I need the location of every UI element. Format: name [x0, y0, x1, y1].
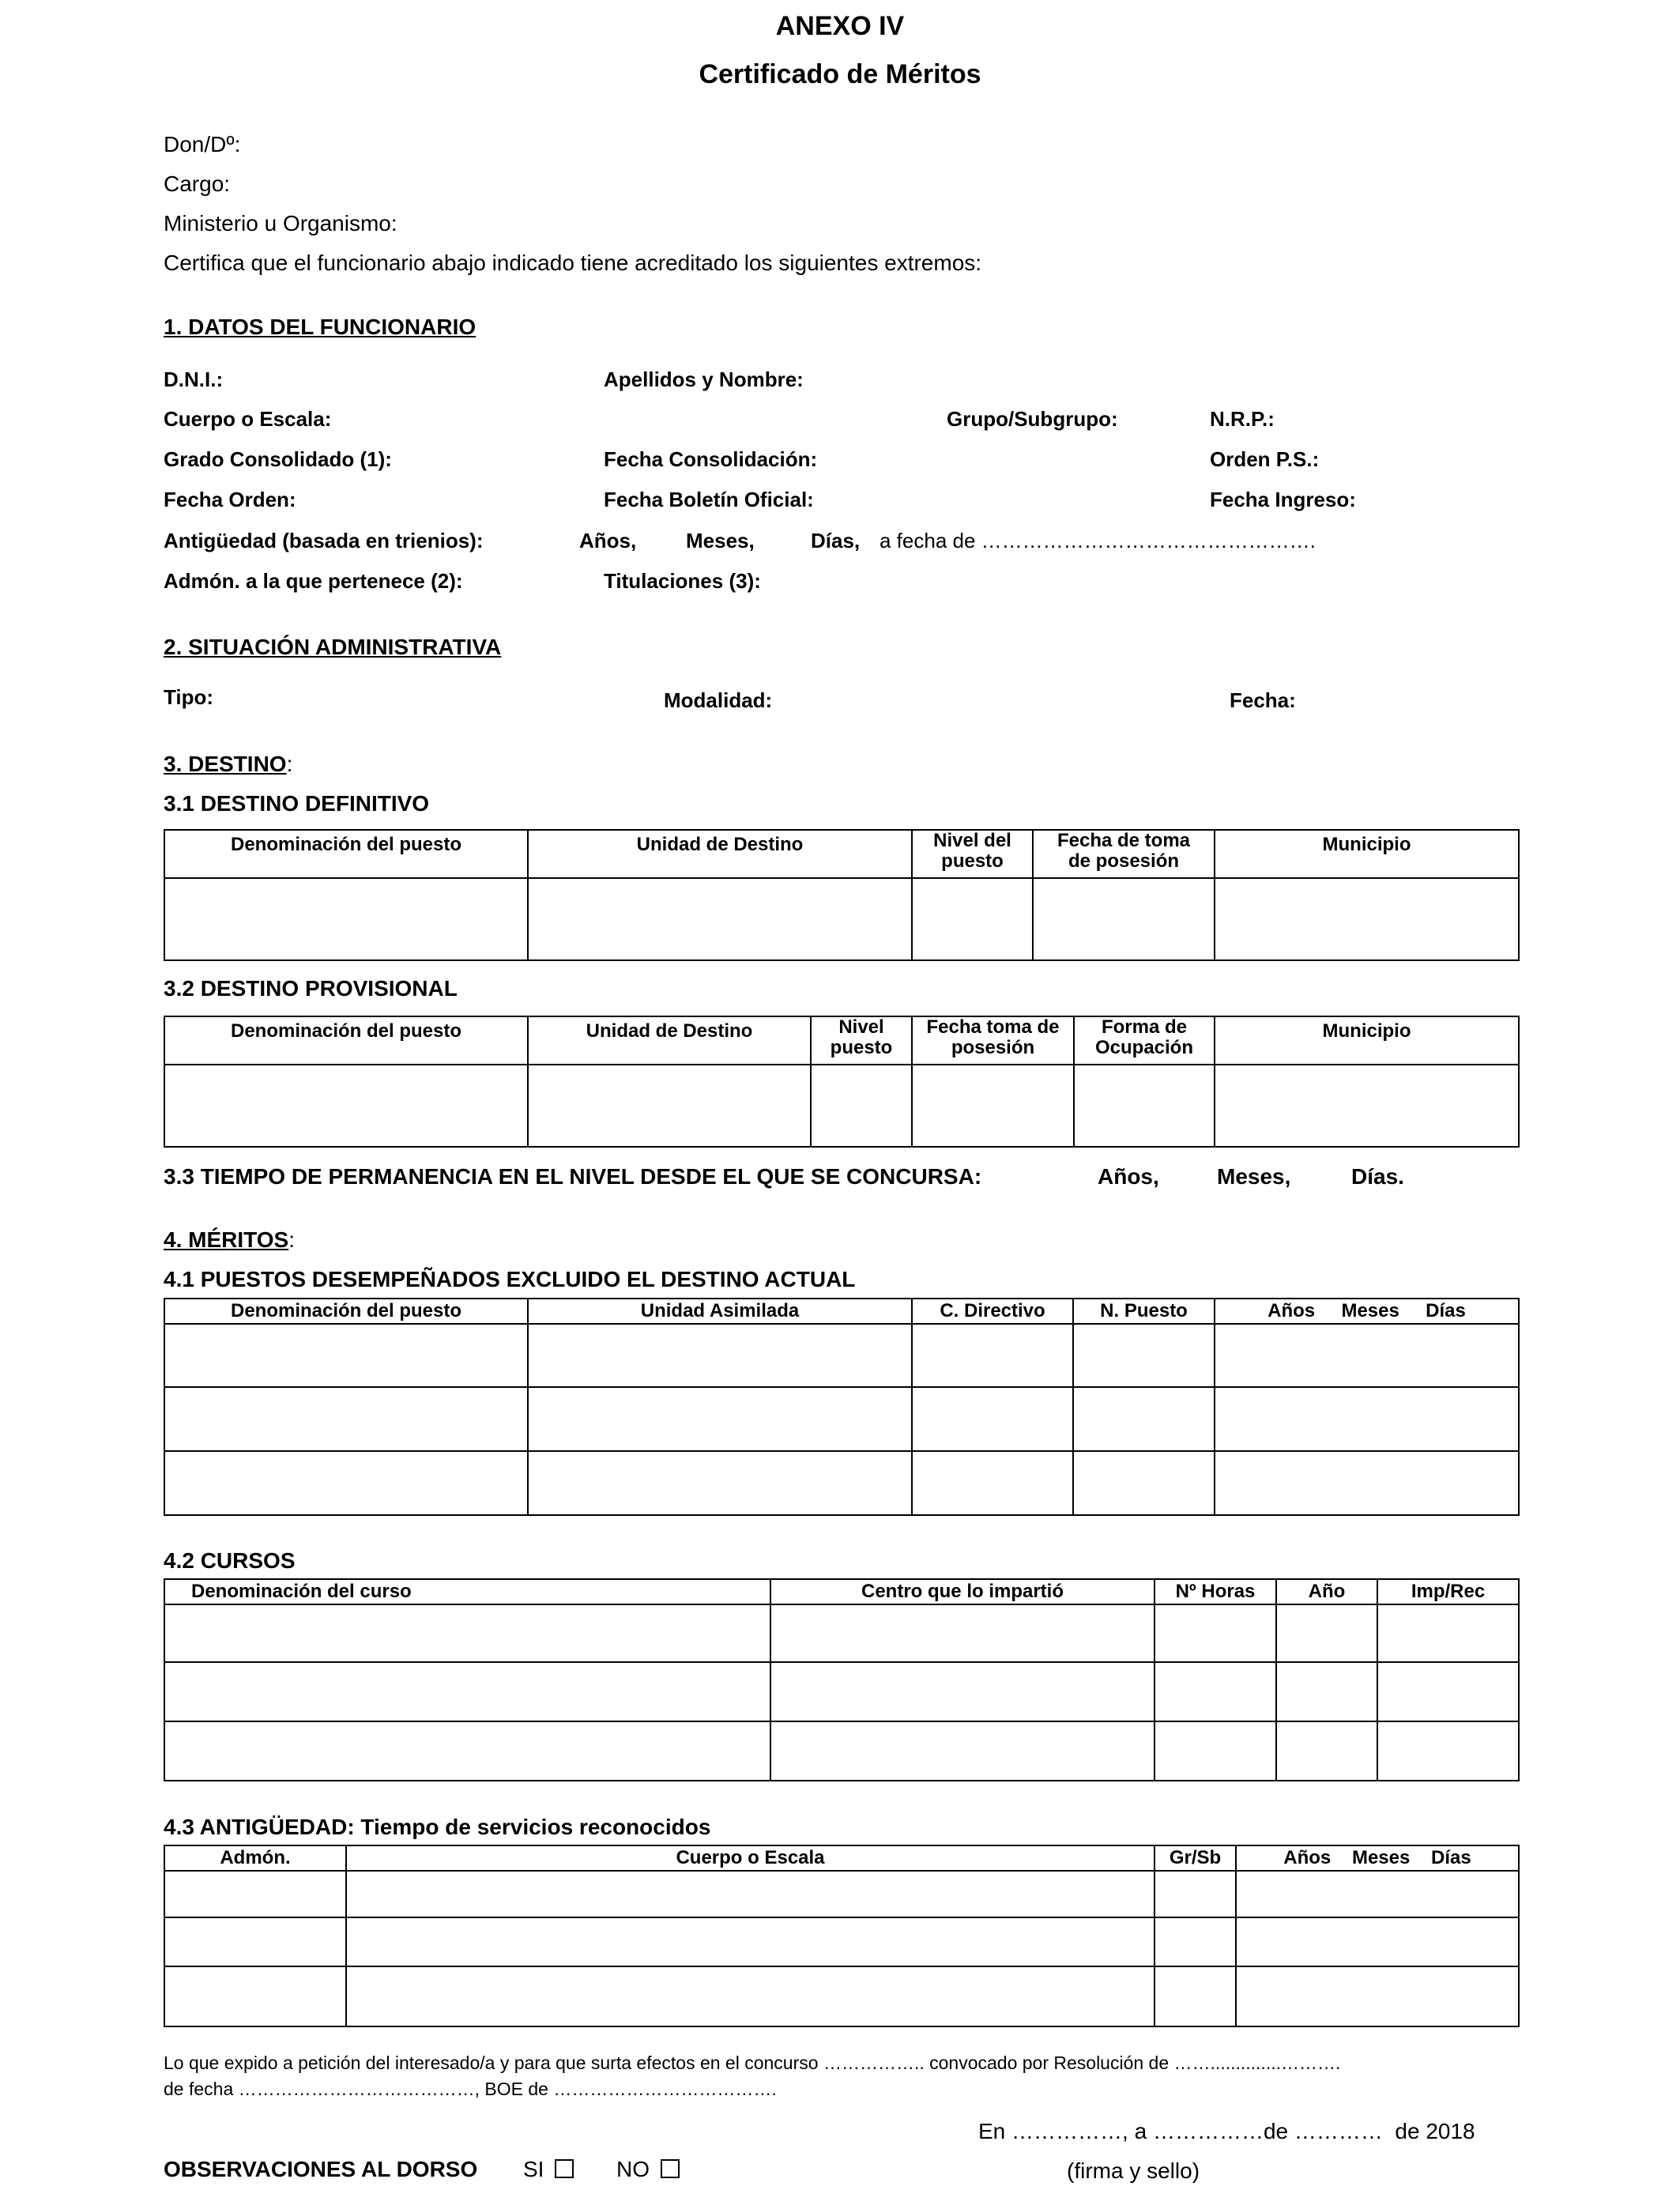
table-cell[interactable]	[1236, 1966, 1519, 2026]
certifica-text: Certifica que el funcionario abajo indicado tiene acreditado los siguientes extremos:	[164, 251, 982, 275]
column-header: Centro que lo impartió	[770, 1579, 1155, 1604]
table-cell[interactable]	[164, 1966, 346, 2026]
fecha-consolidacion-label: Fecha Consolidación:	[604, 447, 818, 471]
table-cell[interactable]	[770, 1604, 1155, 1662]
section-1-title: 1. DATOS DEL FUNCIONARIO	[164, 315, 477, 339]
cursos-table	[164, 1578, 1520, 1781]
table-cell[interactable]	[1155, 1917, 1236, 1966]
table-cell[interactable]	[1155, 1871, 1236, 1917]
no-option[interactable]	[616, 2158, 680, 2181]
table-cell[interactable]	[528, 878, 912, 960]
table-cell[interactable]	[1155, 1721, 1276, 1781]
column-header: Cuerpo o Escala	[346, 1845, 1155, 1871]
si-label: SI	[523, 2157, 544, 2181]
column-header: Denominación del puesto	[164, 1016, 528, 1065]
admon-label: Admón. a la que pertenece (2):	[164, 569, 463, 593]
table-cell[interactable]	[1155, 1662, 1276, 1721]
table-cell[interactable]	[1377, 1662, 1519, 1721]
fecha-ingreso-label: Fecha Ingreso:	[1210, 488, 1356, 511]
section-2-title: 2. SITUACIÓN ADMINISTRATIVA	[164, 635, 502, 659]
table-cell[interactable]	[770, 1721, 1155, 1781]
cargo-label: Cargo:	[164, 172, 231, 196]
firma-label: (firma y sello)	[1067, 2158, 1200, 2183]
table-cell[interactable]	[164, 1387, 528, 1451]
grupo-label: Grupo/Subgrupo:	[947, 407, 1118, 431]
permanencia-dias: Días.	[1351, 1164, 1404, 1189]
column-header: Unidad Asimilada	[528, 1299, 912, 1324]
column-header: Años Meses Días	[1236, 1845, 1519, 1871]
table-cell[interactable]	[1276, 1662, 1377, 1721]
don-label: Don/Dº:	[164, 132, 241, 156]
permanencia-anos: Años,	[1098, 1164, 1159, 1189]
table-cell[interactable]	[1073, 1451, 1215, 1515]
table-cell[interactable]	[1276, 1604, 1377, 1662]
orden-ps-label: Orden P.S.:	[1210, 447, 1320, 471]
column-header: Año	[1276, 1579, 1377, 1604]
column-header: Municipio	[1215, 830, 1519, 878]
column-header: Denominación del puesto	[164, 830, 528, 878]
puestos-title: 4.1 PUESTOS DESEMPEÑADOS EXCLUIDO EL DESTINO ACTUAL	[164, 1267, 856, 1291]
table-cell[interactable]	[811, 1065, 912, 1147]
fecha-boletin-label: Fecha Boletín Oficial:	[604, 488, 814, 511]
column-header: N. Puesto	[1073, 1299, 1215, 1324]
table-cell[interactable]	[1215, 1451, 1519, 1515]
no-label: NO	[616, 2157, 650, 2181]
no-checkbox[interactable]	[661, 2159, 680, 2178]
table-cell[interactable]	[912, 1324, 1073, 1387]
antiguedad-title: 4.3 ANTIGÜEDAD: Tiempo de servicios reconocidos	[164, 1815, 711, 1839]
column-header: Gr/Sb	[1155, 1845, 1236, 1871]
a-fecha-text: a fecha de ………………………………………….	[880, 529, 1316, 552]
cursos-title: 4.2 CURSOS	[164, 1548, 296, 1573]
antiguedad-dias: Días,	[811, 529, 861, 552]
table-cell[interactable]	[164, 1324, 528, 1387]
section-4-title-text: 4. MÉRITOS	[164, 1227, 289, 1252]
table-cell[interactable]	[912, 878, 1033, 960]
table-cell[interactable]	[528, 1324, 912, 1387]
table-cell[interactable]	[912, 1451, 1073, 1515]
table-cell[interactable]	[1215, 1324, 1519, 1387]
footer-statement-line2: de fecha …………………………………, BOE de ……………………………….	[164, 2079, 777, 2099]
table-cell[interactable]	[1073, 1387, 1215, 1451]
document-title: Certificado de Méritos	[699, 59, 981, 89]
table-cell[interactable]	[1033, 878, 1215, 960]
fecha-label: Fecha:	[1230, 688, 1296, 712]
destino-provisional-title: 3.2 DESTINO PROVISIONAL	[164, 976, 458, 1001]
table-cell[interactable]	[164, 878, 528, 960]
column-header: Admón.	[164, 1845, 346, 1871]
column-header: Unidad de Destino	[528, 1016, 811, 1065]
table-cell[interactable]	[912, 1065, 1074, 1147]
grado-label: Grado Consolidado (1):	[164, 447, 392, 471]
modalidad-label: Modalidad:	[664, 688, 773, 712]
table-cell[interactable]	[346, 1966, 1155, 2026]
section-3-colon: :	[286, 752, 293, 776]
column-header: Fecha toma de posesión	[912, 1016, 1074, 1065]
tipo-label: Tipo:	[164, 685, 214, 709]
titulaciones-label: Titulaciones (3):	[604, 569, 761, 593]
antiguedad-table	[164, 1845, 1520, 2027]
table-cell[interactable]	[346, 1871, 1155, 1917]
section-4-colon: :	[288, 1227, 295, 1252]
column-header: Fecha de toma de posesión	[1033, 830, 1215, 878]
place-date-line: En ……………, a ……………de ………… de 2018	[978, 2119, 1475, 2143]
antiguedad-label: Antigüedad (basada en trienios):	[164, 529, 484, 552]
table-cell[interactable]	[1276, 1721, 1377, 1781]
antiguedad-meses: Meses,	[686, 529, 755, 552]
puestos-table	[164, 1298, 1520, 1516]
table-cell[interactable]	[164, 1721, 770, 1781]
column-header: Nº Horas	[1155, 1579, 1276, 1604]
column-header: Años Meses Días	[1215, 1299, 1519, 1324]
annex-heading: ANEXO IV	[775, 11, 905, 41]
fecha-orden-label: Fecha Orden:	[164, 488, 296, 511]
table-cell[interactable]	[912, 1387, 1073, 1451]
section-4-title	[164, 1229, 295, 1251]
destino-definitivo-title: 3.1 DESTINO DEFINITIVO	[164, 791, 430, 816]
table-cell[interactable]	[1074, 1065, 1215, 1147]
destino-provisional-table	[164, 1016, 1520, 1148]
column-header: Municipio	[1215, 1016, 1519, 1065]
section-3-title	[164, 753, 292, 775]
column-header: Denominación del puesto	[164, 1299, 528, 1324]
observaciones-label: OBSERVACIONES AL DORSO	[164, 2157, 478, 2181]
apellidos-label: Apellidos y Nombre:	[604, 368, 804, 391]
table-cell[interactable]	[164, 1451, 528, 1515]
table-cell[interactable]	[1377, 1721, 1519, 1781]
table-cell[interactable]	[1155, 1604, 1276, 1662]
table-cell[interactable]	[164, 1604, 770, 1662]
column-header: Unidad de Destino	[528, 830, 912, 878]
table-cell[interactable]	[1377, 1604, 1519, 1662]
column-header: Nivel puesto	[811, 1016, 912, 1065]
permanencia-label: 3.3 TIEMPO DE PERMANENCIA EN EL NIVEL DESDE EL QUE SE CONCURSA:	[164, 1164, 982, 1189]
section-3-title-text: 3. DESTINO	[164, 752, 287, 776]
si-checkbox[interactable]	[555, 2159, 574, 2178]
dni-label: D.N.I.:	[164, 368, 224, 391]
table-cell[interactable]	[164, 1917, 346, 1966]
permanencia-meses: Meses,	[1217, 1164, 1291, 1189]
column-header: Denominación del curso	[164, 1579, 770, 1604]
column-header: Nivel del puesto	[912, 830, 1033, 878]
destino-definitivo-table	[164, 829, 1520, 961]
table-cell[interactable]	[528, 1065, 811, 1147]
table-cell[interactable]	[770, 1662, 1155, 1721]
nrp-label: N.R.P.:	[1210, 407, 1275, 431]
column-header: Imp/Rec	[1377, 1579, 1519, 1604]
table-cell[interactable]	[346, 1917, 1155, 1966]
table-cell[interactable]	[1215, 1387, 1519, 1451]
si-option[interactable]	[523, 2158, 574, 2181]
table-cell[interactable]	[164, 1662, 770, 1721]
footer-statement-line1: Lo que expido a petición del interesado/a y para que surta efectos en el concurso …………….. convocado por Resolución de ……..............……….	[164, 2053, 1341, 2073]
table-cell[interactable]	[164, 1871, 346, 1917]
table-cell[interactable]	[164, 1065, 528, 1147]
cuerpo-label: Cuerpo o Escala:	[164, 407, 332, 431]
column-header: C. Directivo	[912, 1299, 1073, 1324]
table-cell[interactable]	[1236, 1917, 1519, 1966]
table-cell[interactable]	[1236, 1871, 1519, 1917]
table-cell[interactable]	[1215, 878, 1519, 960]
table-cell[interactable]	[528, 1387, 912, 1451]
table-cell[interactable]	[528, 1451, 912, 1515]
table-cell[interactable]	[1155, 1966, 1236, 2026]
antiguedad-anos: Años,	[579, 529, 637, 552]
ministerio-label: Ministerio u Organismo:	[164, 211, 397, 236]
table-cell[interactable]	[1215, 1065, 1519, 1147]
column-header: Forma de Ocupación	[1074, 1016, 1215, 1065]
table-cell[interactable]	[1073, 1324, 1215, 1387]
